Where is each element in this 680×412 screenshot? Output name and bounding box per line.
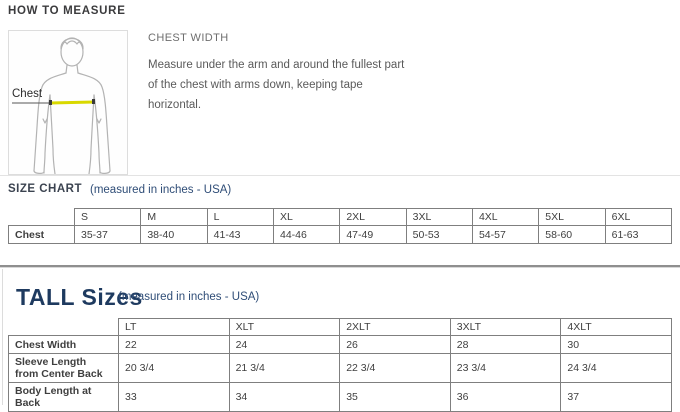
torso-outline-illustration (9, 31, 127, 174)
chest-width-heading: CHEST WIDTH (148, 32, 229, 44)
section-divider (0, 175, 680, 176)
size-value: 21 3/4 (229, 354, 340, 383)
size-column-header: 5XL (539, 209, 605, 226)
row-label-chest: Chest (9, 226, 75, 244)
tall-sizes-header-row (9, 319, 672, 336)
size-value: 37 (561, 383, 672, 412)
tall-size-column-header: LT (119, 319, 230, 336)
chest-figure-label: Chest (12, 88, 43, 100)
size-chart-units-note: (measured in inches - USA) (90, 184, 232, 196)
size-value: 30 (561, 336, 672, 354)
size-chart-table (8, 208, 672, 244)
size-value: 50-53 (406, 226, 472, 244)
size-column-header: L (207, 209, 273, 226)
tall-size-column-header: XLT (229, 319, 340, 336)
tall-sizes-table (8, 318, 672, 412)
section-divider-thick (0, 265, 680, 268)
measurement-figure (8, 30, 128, 175)
table-row (9, 354, 672, 383)
tall-sizes-units-note: (measured in inches - USA) (118, 291, 260, 303)
size-value: 26 (340, 336, 451, 354)
size-value: 44-46 (273, 226, 339, 244)
row-label-body-length: Body Length at Back (9, 383, 119, 412)
chest-measure-line (50, 102, 94, 103)
size-value: 58-60 (539, 226, 605, 244)
instruction-line: horizontal. (148, 99, 202, 111)
tall-sizes-title: TALL Sizes (16, 284, 143, 310)
empty-corner-cell (9, 209, 75, 226)
size-column-header: 6XL (605, 209, 671, 226)
size-value: 28 (450, 336, 561, 354)
size-value: 61-63 (605, 226, 671, 244)
size-value: 22 (119, 336, 230, 354)
size-column-header: XL (273, 209, 339, 226)
size-value: 22 3/4 (340, 354, 451, 383)
size-value: 36 (450, 383, 561, 412)
size-value: 33 (119, 383, 230, 412)
size-column-header: M (141, 209, 207, 226)
panel-left-edge (2, 269, 3, 405)
tall-size-column-header: 4XLT (561, 319, 672, 336)
size-value: 54-57 (472, 226, 538, 244)
table-row (9, 226, 672, 244)
size-value: 34 (229, 383, 340, 412)
size-value: 20 3/4 (119, 354, 230, 383)
empty-corner-cell (9, 319, 119, 336)
size-value: 47-49 (340, 226, 406, 244)
how-to-measure-title: HOW TO MEASURE (8, 5, 126, 17)
size-column-header: 3XL (406, 209, 472, 226)
instruction-line: Measure under the arm and around the fullest part (148, 59, 405, 71)
size-value: 24 (229, 336, 340, 354)
size-column-header: 4XL (472, 209, 538, 226)
table-row (9, 383, 672, 412)
size-value: 38-40 (141, 226, 207, 244)
tall-size-column-header: 2XLT (340, 319, 451, 336)
size-value: 35 (340, 383, 451, 412)
chest-width-instructions (148, 32, 448, 115)
size-value: 24 3/4 (561, 354, 672, 383)
table-row (9, 336, 672, 354)
size-value: 35-37 (75, 226, 141, 244)
tall-size-column-header: 3XLT (450, 319, 561, 336)
row-label-chest-width: Chest Width (9, 336, 119, 354)
instruction-line: of the chest with arms down, keeping tape (148, 79, 363, 91)
row-label-sleeve-length: Sleeve Length from Center Back (9, 354, 119, 383)
size-column-header: S (75, 209, 141, 226)
size-chart-header-row (9, 209, 672, 226)
size-column-header: 2XL (340, 209, 406, 226)
size-value: 41-43 (207, 226, 273, 244)
size-chart-title: SIZE CHART (8, 183, 82, 195)
size-value: 23 3/4 (450, 354, 561, 383)
